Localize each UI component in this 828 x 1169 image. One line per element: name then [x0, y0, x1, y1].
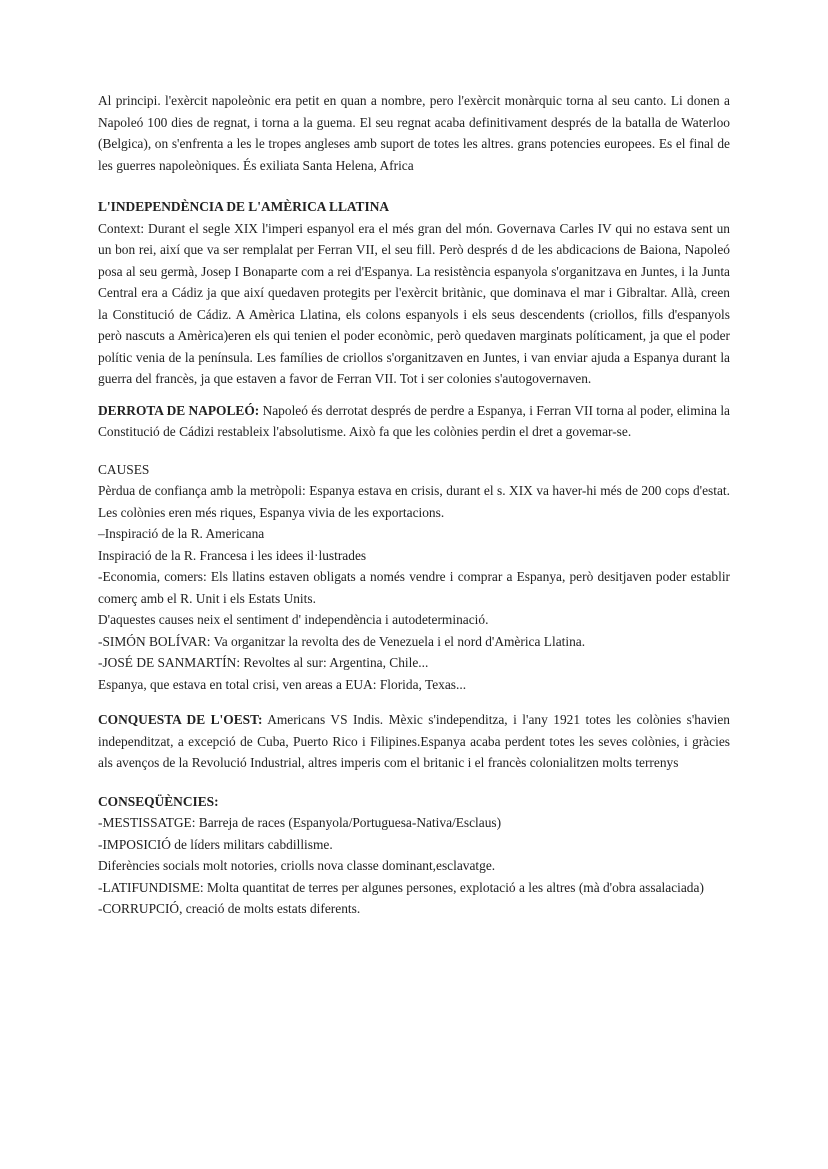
causes-inspiracio-francesa: Inspiració de la R. Francesa i les idees il·lustrades: [98, 547, 367, 563]
paragraph-conquesta-oest: [98, 709, 730, 774]
causes-inspiracio-americana: –Inspiració de la R. Americana: [98, 526, 265, 541]
consequencies-heading: CONSEQÜÈNCIES:: [98, 793, 219, 809]
causes-perdua-confianca: Pèrdua de confiança amb la metròpoli: Espanya estava en crisis, durant el s. XIX va haver-hi més de 200 cops d'estat. Les colònies eren més riques, Espanya vivia de les exportacions.: [98, 483, 730, 520]
causes-simon-bolivar: -SIMÓN BOLÍVAR: Va organitzar la revolta des de Venezuela i el nord d'Amèrica Llatina.: [98, 633, 586, 649]
consequencies-imposicio: -IMPOSICIÓ de líders militars cabdillisme.: [98, 836, 333, 852]
paragraph-derrota-napoleo: [98, 400, 730, 443]
consequencies-mestissatge: -MESTISSATGE: Barreja de races (Espanyola/Portuguesa-Nativa/Esclaus): [98, 815, 502, 830]
causes-jose-de-sanmartin: -JOSÉ DE SANMARTÍN: Revoltes al sur: Argentina, Chile...: [98, 655, 429, 670]
consequencies-latifundisme: -LATIFUNDISME: Molta quantitat de terres per algunes persones, explotació a les altres (mà d'obra assalaciada): [98, 879, 704, 895]
conquesta-oest-text: Americans VS Indis. Mèxic s'independitza, i l'any 1921 totes les colònies s'havien independitzat, a excepció de Cuba, Puerto Rico i Filipines.Espanya acaba perdent totes les seves colònies, i gràcies als avenços de la Revolució Industrial, altres imperis com el britanic i el francès colonialitzen molts terrenys: [98, 712, 730, 770]
conquesta-oest-lead: CONQUESTA DE L'OEST:: [98, 712, 263, 727]
paragraph-napoleon-defeat: Al principi. l'exèrcit napoleònic era petit en quan a nombre, pero l'exèrcit monàrquic torna al seu canto. Li donen a Napoleó 100 dies de regnat, i torna a la guema. El seu regnat acaba definitivament després de la batalla de Waterloo (Belgica), on s'enfrenta a les le tropes angleses amb suport de totes les altres. grans potencies europees. Es el final de les guerres napoleòniques. És exiliata Santa Helena, Africa: [98, 93, 730, 173]
derrota-napoleo-text: Napoleó és derrotat després de perdre a Espanya, i Ferran VII torna al poder, elimina la Constitució de Cádizi restableix l'absolutisme. Això fa que les colònies perdin el dret a govemar-se.: [98, 402, 730, 439]
paragraph-context: Context: Durant el segle XIX l'imperi espanyol era el més gran del món. Governava Carles IV qui no estava sent un un bon rei, així que va ser remplalat per Ferran VII, el seu fill. Però després d de les abdicacions de Baiona, Napoleó posa al seu germà, Josep I Bonaparte com a rei d'Espanya. La resistència espanyola s'organitzava en Juntes, i la Junta Central era a Cádiz ja que així quedaven protegits per l'exèrcit britànic, que dominava el mar i Gibraltar. Allà, creen la Constitució de Cádiz. A Amèrica Llatina, els colons espanyols i els seus descendents (criollos, fills d'espanyols però nascuts a Amèrica)eren els qui tenien el poder econòmic, però quedaven marginats políticament, ja que el poder polític venia de la península. Les famílies de criollos s'organitzaven en Juntes, i van enviar ajuda a Espanya durant la guerra del francès, ja que estaven a favor de Ferran VII. Tot i ser colonies s'autogovernaven.: [98, 220, 730, 386]
consequencies-corrupcio: -CORRUPCIÓ, creació de molts estats diferents.: [98, 901, 361, 916]
derrota-napoleo-lead: DERROTA DE NAPOLEÓ:: [98, 402, 260, 418]
causes-sentiment-independencia: D'aquestes causes neix el sentiment d' independència i autodeterminació.: [98, 612, 489, 627]
causes-heading: CAUSES: [98, 461, 150, 477]
document-content: [98, 90, 730, 920]
heading-independencia-america-llatina: L'INDEPENDÈNCIA DE L'AMÈRICA LLATINA: [98, 199, 390, 214]
causes-espanya-ven-arees: Espanya, que estava en total crisi, ven areas a EUA: Florida, Texas...: [98, 676, 467, 692]
consequencies-diferencies-socials: Diferències socials molt notories, criolls nova classe dominant,esclavatge.: [98, 858, 496, 873]
causes-economia-comers: -Economia, comers: Els llatins estaven obligats a només vendre i comprar a Espanya, però desitjaven poder establir comerç amb el R. Unit i els Estats Units.: [98, 569, 730, 606]
